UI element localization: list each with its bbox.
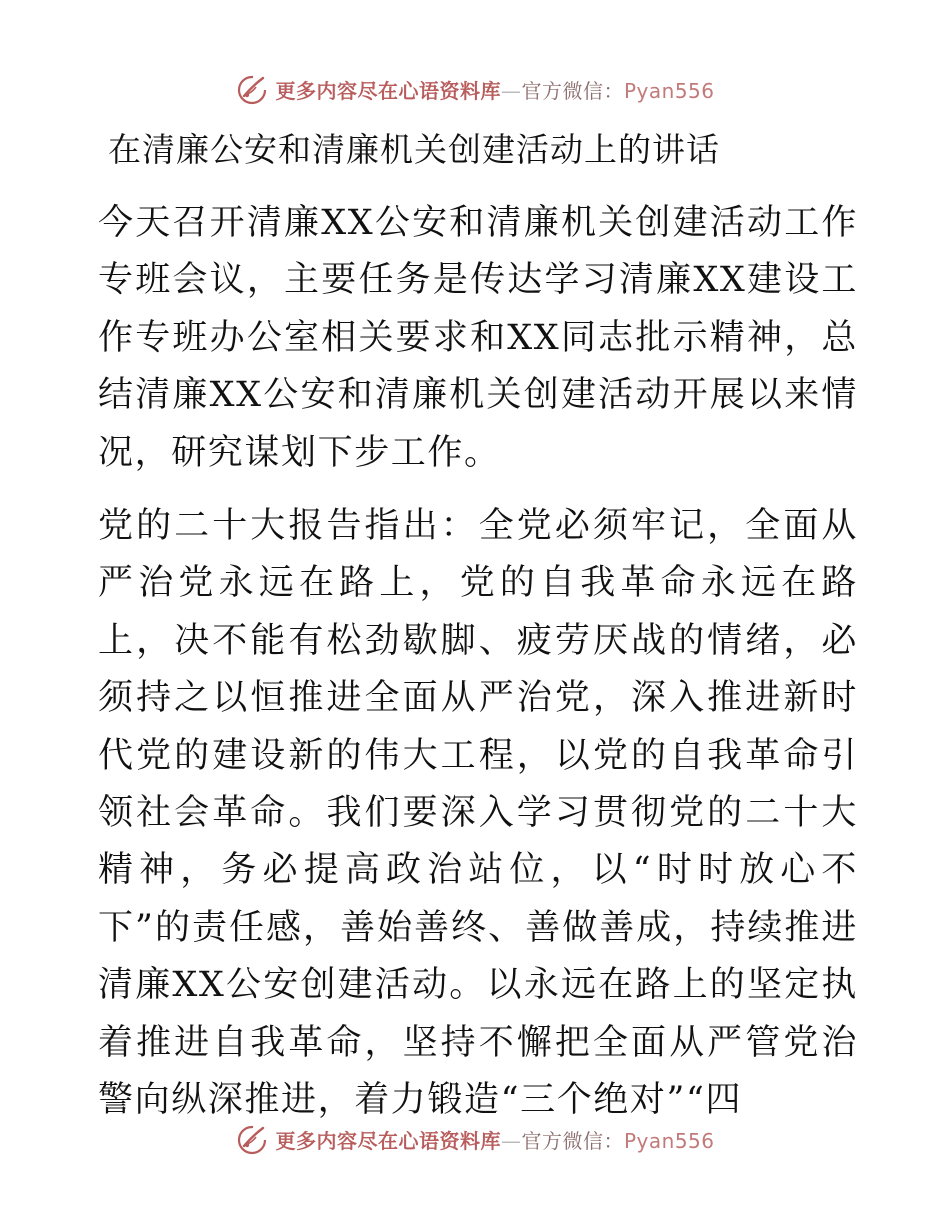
document-title: 在清廉公安和清廉机关创建活动上的讲话 [108,130,720,169]
banner-dash: — [500,78,522,103]
banner-main-text: 更多内容尽在心语资料库 [275,1128,501,1153]
paragraph-2: 党的二十大报告指出：全党必须牢记，全面从严治党永远在路上，党的自我革命永远在路上，决不能有松劲歇脚、疲劳厌战的情绪，必须持之以恒推进全面从严治党，深入推进新时代党的建设新的伟大工程，以党的自我革命引领社会革命。我们要深入学习贯彻党的二十大精神，务必提高政治站位，以“时时放心不下”的责任感，善始善终、善做善成，持续推进清廉XX公安创建活动。以永远在路上的坚定执着推进自我革命，坚持不懈把全面从严管党治警向纵深推进，着力锻造“三个绝对”“四 [98,506,858,1121]
footer-watermark-banner [0,1122,950,1156]
header-watermark-banner [0,72,950,106]
quill-swirl-logo-icon [235,1122,269,1156]
paragraph-1: 今天召开清廉XX公安和清廉机关创建活动工作专班会议，主要任务是传达学习清廉XX建设工作专班办公室相关要求和XX同志批示精神，总结清廉XX公安和清廉机关创建活动开展以来情况，研究谋划下步工作。 [98,203,858,473]
quill-swirl-logo-icon [235,72,269,106]
banner-wechat-label: 官方微信： [521,1128,624,1153]
banner-dash: — [500,1128,522,1153]
banner-main-text: 更多内容尽在心语资料库 [275,78,501,103]
banner-wechat-id: Pyan556 [623,1128,715,1153]
banner-wechat-id: Pyan556 [623,78,715,103]
banner-wechat-label: 官方微信： [521,78,624,103]
